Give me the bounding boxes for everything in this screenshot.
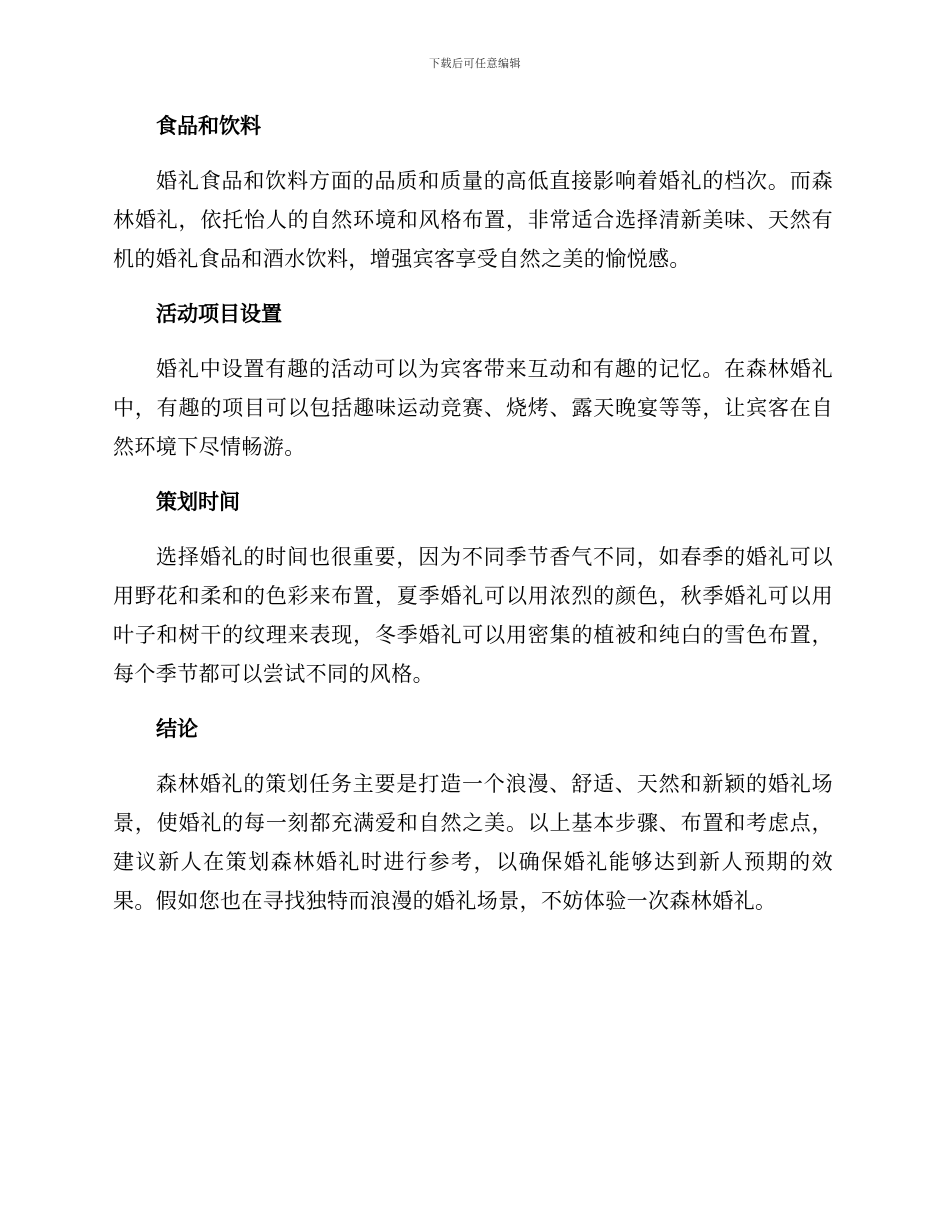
- section-paragraph: 婚礼食品和饮料方面的品质和质量的高低直接影响着婚礼的档次。而森林婚礼，依托怡人的自然环境和风格布置，非常适合选择清新美味、天然有机的婚礼食品和酒水饮料，增强宾客享受自然之美的愉悦感。: [113, 169, 833, 271]
- section-food-and-drinks: [113, 108, 833, 279]
- section-paragraph: 选择婚礼的时间也很重要，因为不同季节香气不同，如春季的婚礼可以用野花和柔和的色彩来布置，夏季婚礼可以用浓烈的颜色，秋季婚礼可以用叶子和树干的纹理来表现，冬季婚礼可以用密集的植被和纯白的雪色布置，每个季节都可以尝试不同的风格。: [113, 545, 833, 686]
- page-header: 下载后可任意编辑: [429, 57, 521, 70]
- section-title: 食品和饮料: [156, 114, 261, 138]
- section-activities: [113, 296, 833, 467]
- section-planning-time: [113, 484, 833, 694]
- section-title: 结论: [156, 717, 198, 741]
- document-content: [113, 108, 833, 938]
- section-conclusion: [113, 711, 833, 921]
- section-paragraph: 婚礼中设置有趣的活动可以为宾客带来互动和有趣的记忆。在森林婚礼中，有趣的项目可以包括趣味运动竞赛、烧烤、露天晚宴等等，让宾客在自然环境下尽情畅游。: [113, 357, 833, 459]
- section-title: 策划时间: [156, 490, 240, 514]
- section-title: 活动项目设置: [156, 302, 282, 326]
- section-paragraph: 森林婚礼的策划任务主要是打造一个浪漫、舒适、天然和新颖的婚礼场景，使婚礼的每一刻都充满爱和自然之美。以上基本步骤、布置和考虑点，建议新人在策划森林婚礼时进行参考，以确保婚礼能够达到新人预期的效果。假如您也在寻找独特而浪漫的婚礼场景，不妨体验一次森林婚礼。: [113, 772, 833, 913]
